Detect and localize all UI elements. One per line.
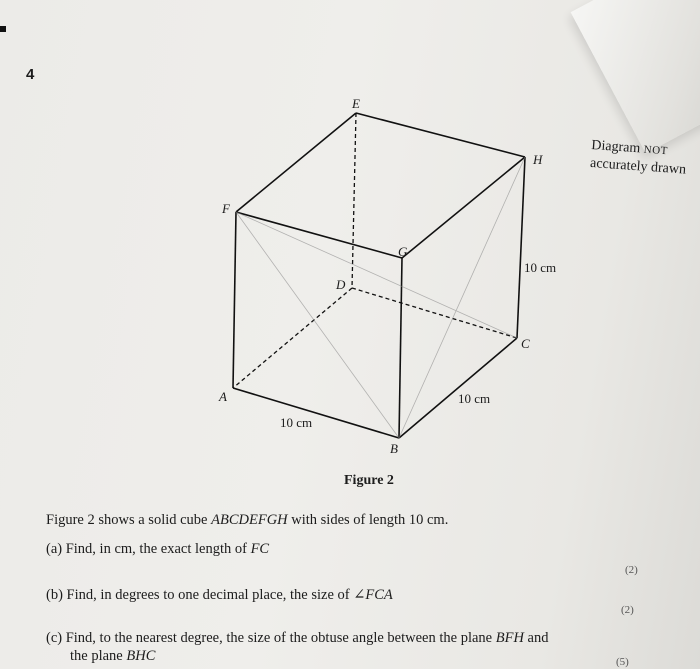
vertex-G: G — [398, 244, 408, 259]
dimension-front-left: 10 cm — [280, 415, 313, 430]
question-part-c-line1: (c) Find, to the nearest degree, the size of the obtuse angle between the plane BFH and — [46, 630, 549, 646]
dimension-right-edge: 10 cm — [524, 260, 557, 275]
marks-part-a: (2) — [625, 564, 638, 576]
diagram-note-line1: Diagram NOT — [590, 137, 669, 158]
edge-HC — [517, 157, 525, 338]
edge-EF — [236, 113, 356, 212]
edge-FG — [236, 212, 402, 258]
vertex-B: B — [390, 441, 398, 456]
vertex-C: C — [521, 336, 530, 351]
question-part-a: (a) Find, in cm, the exact length of FC — [46, 541, 270, 557]
question-part-b: (b) Find, in degrees to one decimal place, the size of ∠FCA — [46, 587, 393, 603]
hidden-edge-DA — [233, 288, 352, 388]
edge-AB — [233, 388, 399, 438]
edge-BC — [399, 338, 517, 438]
faint-line-FC — [236, 212, 517, 338]
diagram-note-line2: accurately drawn — [589, 155, 687, 178]
marks-part-c: (5) — [616, 656, 629, 668]
question-part-c-line2: the plane BHC — [70, 648, 156, 664]
hidden-edge-ED — [352, 113, 356, 288]
edge-FA — [233, 212, 236, 388]
figure-caption: Figure 2 — [344, 473, 394, 488]
hidden-edge-DC — [352, 288, 517, 338]
vertex-F: F — [222, 201, 230, 216]
edge-GH — [402, 157, 525, 258]
edge-EH — [356, 113, 525, 157]
dimension-front-right: 10 cm — [458, 391, 491, 406]
vertex-A: A — [219, 389, 227, 404]
faint-line-FB — [236, 212, 399, 438]
question-number: 4 — [26, 66, 35, 83]
marks-part-b: (2) — [621, 604, 634, 616]
vertex-D: D — [336, 277, 346, 292]
vertex-H: H — [533, 152, 543, 167]
question-intro: Figure 2 shows a solid cube ABCDEFGH with sides of length 10 cm. — [46, 512, 449, 528]
vertex-E: E — [352, 96, 360, 111]
